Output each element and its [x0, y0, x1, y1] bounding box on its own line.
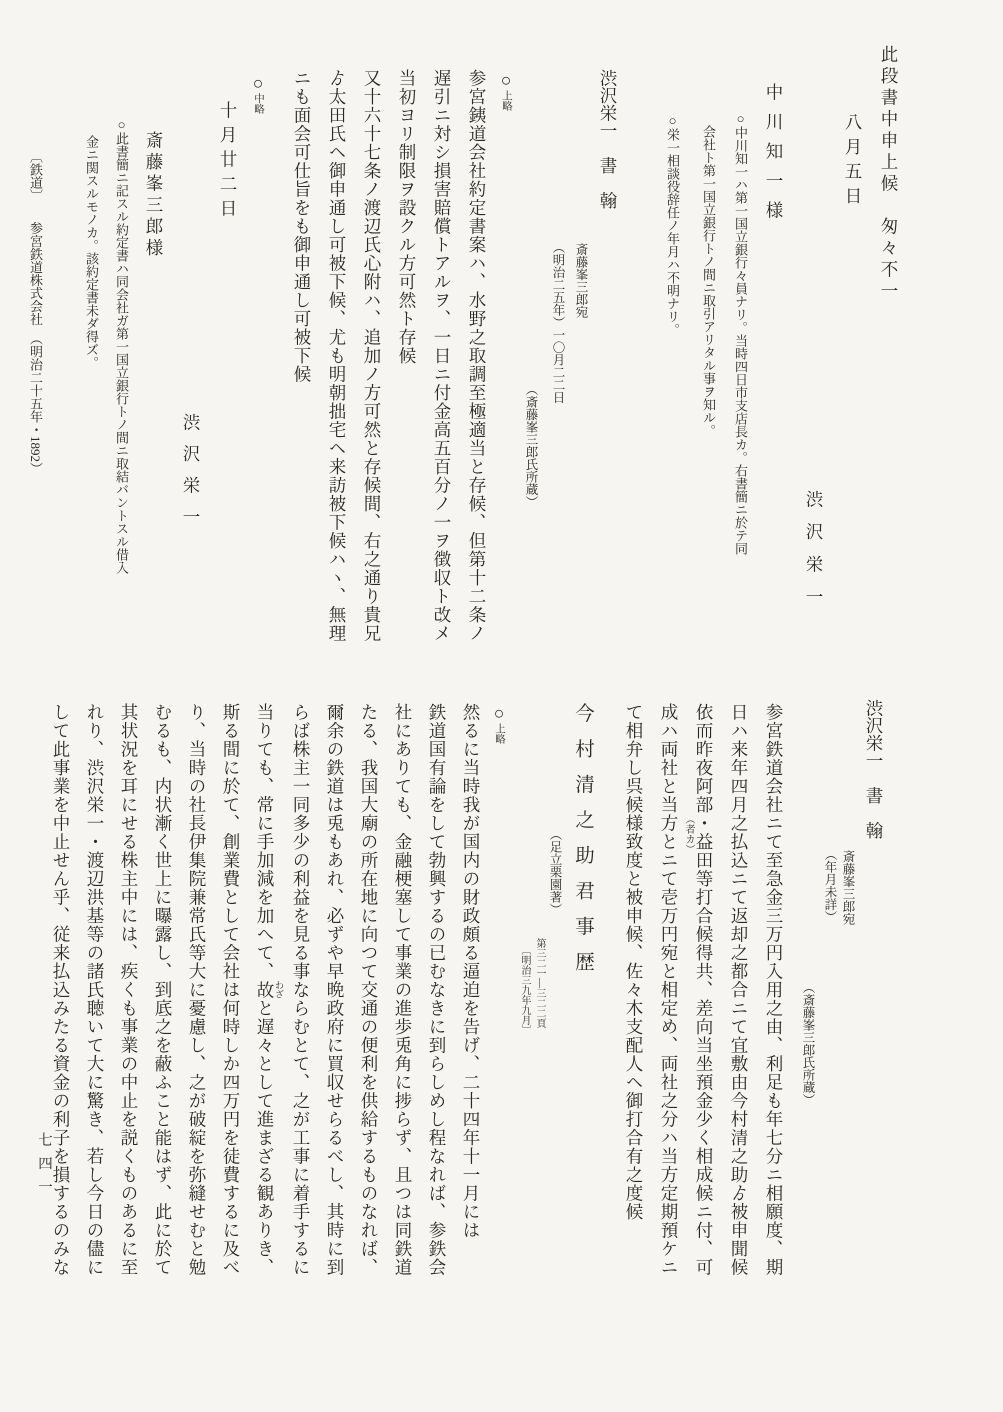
body-column: 当初ヨリ制限ヲ設クル方可然ト存候	[397, 69, 417, 365]
editorial-note: 会社ト第一国立銀行トノ間ニ取引アリタル事ヲ知ル。	[701, 125, 716, 437]
addressee-note: 斎藤峯三郎宛	[841, 850, 855, 925]
body-text: 依而昨夜阿部	[694, 703, 714, 814]
letter-title: 渋沢栄一 書 翰	[598, 69, 618, 209]
editorial-note: ○中川知一ハ第一国立銀行々員ナリ。当時四日市支店長カ。右書簡ニ於テ同	[733, 111, 748, 555]
editorial-note: ○栄一相談役辞任ノ年月ハ不明ナリ。	[665, 113, 680, 336]
letter-date-line: 十月廿二日	[218, 101, 238, 224]
addressee-line: 斎藤峯三郎様	[144, 131, 164, 260]
body-text: と遅々として進まざる観ありき、	[255, 999, 275, 1277]
omitted-above-marker	[488, 703, 510, 1355]
marker-label: 上略	[501, 90, 512, 111]
body-column: して此事業を中止せん乎、従来払込みたる資金の利子を損するのみな	[51, 703, 71, 1277]
provenance-note: （斎藤峯三郎氏所蔵）	[524, 383, 538, 508]
body-column: 斯る間に於て、創業費として会社は何時しか四万円を徒費するに及べ	[221, 703, 241, 1277]
editorial-note: ○此書簡ニ記スル約定書ハ同会社ガ第一国立銀行トノ間ニ取結バントスル借入	[114, 117, 129, 574]
lower-text-block	[44, 695, 891, 1355]
body-column: 鉄道国有論をして勃興するの已むなきに到らしめし程なれば、参鉄会	[427, 703, 447, 1277]
marker-circle: ○	[489, 703, 509, 723]
addressee-note: 斎藤峯三郎宛	[574, 243, 588, 318]
letter-title: 渋沢栄一 書 翰	[864, 699, 884, 839]
body-column: 成ハ両社と当方とニて壱万円宛と相定め、両社之分ハ当方定期預ケニ	[659, 703, 679, 1277]
author-note: （足立栗園著）	[548, 828, 562, 916]
body-text: ・益田等打合候得共、差向当坐預金少く相成候ニ付、可	[694, 814, 714, 1277]
provenance-note: （斎藤峯三郎氏所蔵）	[801, 981, 815, 1106]
date-note: （年月未詳）	[823, 848, 837, 923]
body-column: 社にありても、金融梗塞して事業の進歩兎角に捗らず、且つは同鉄道	[393, 703, 413, 1277]
body-column	[683, 703, 721, 1355]
signature: 渋沢栄一	[804, 490, 824, 620]
body-column: 遅引ニ対シ損害賠償トアルヲ、一日ニ付金高五百分ノ一ヲ徴収ト改メ	[432, 69, 452, 643]
pages-note: 第三二一―三二二頁	[534, 938, 545, 1028]
date-note: （明治二五年）一〇月二二日	[551, 241, 565, 404]
excerpt-title: 今村清之助君事歴	[572, 703, 593, 987]
body-column: 参宮銕道会社約定書案ハ、水野之取調至極適当と存候、但第十二条ノ	[467, 69, 487, 643]
body-column: 爾余の鉄道は兎もあれ、必ずや早晩政府に買収せらるべし、其時に到	[325, 703, 345, 1277]
base-kanji: 故	[255, 980, 275, 999]
interlinear-note: （者カ）	[683, 814, 694, 854]
marker-circle: ○	[248, 73, 268, 93]
furigana: わざ	[274, 980, 284, 999]
body-column: ニも面会可仕旨をも御申通し可被下候	[292, 69, 312, 384]
body-column: て相弁し呉候様致度と被申候、佐々木支配人ヘ御打合有之度候	[624, 703, 644, 1221]
letter-closing-line: 此段書中申上候 匆々不一	[879, 45, 899, 303]
body-column: 又十六十七条ノ渡辺氏心附ハ、追加ノ方可然と存候間、右之通り貴兄	[362, 69, 382, 643]
body-column: ゟ太田氏ヘ御申通し可被下候、尤も明朝拙宅ヘ来訪被下候ハヽ、無理	[327, 69, 347, 643]
marker-circle: ○	[496, 70, 516, 90]
omitted-above-marker	[494, 70, 518, 690]
body-column: り、当時の社長伊集院兼常氏等大に憂慮し、之が破綻を弥縫せむと勉	[187, 703, 207, 1277]
letter-date-line: 八月五日	[843, 113, 863, 211]
source-line: 〔鉄道〕 参宮鉄道株式会社 （明治二十五年・1892）	[28, 150, 43, 475]
body-column: 参宮鉄道会社ニて至急金三万円入用之由、利足も年七分ニ相願度、期	[764, 703, 784, 1277]
upper-text-block	[20, 45, 906, 690]
omitted-middle-marker	[246, 73, 270, 690]
body-column: たる、我国大廟の所在地に向つて交通の便利を供給するものなれば、	[359, 703, 379, 1277]
body-column	[248, 703, 284, 1355]
marker-label: 上略	[494, 723, 505, 744]
body-column: れり、渋沢栄一・渡辺洪基等の諸氏聴いて大に驚き、若し今日の儘に	[85, 703, 105, 1277]
editorial-note: 金ニ関スルモノカ。該約定書未ダ得ズ。	[84, 135, 99, 369]
body-column: 然るに当時我が国内の財政頗る逼迫を告げ、二十四年十一月には	[461, 703, 481, 1240]
date-note: 〔明治三九年九月〕	[519, 945, 530, 1035]
body-column: らば株主一同多少の利益を見る事ならむとて、之が工事に着手するに	[291, 703, 311, 1277]
page-number: 七四一	[36, 1132, 52, 1203]
body-column: 日ハ来年四月之払込ニて返却之都合ニて宜敷由今村清之助ゟ被申聞候	[729, 703, 749, 1277]
signature: 渋沢栄一	[181, 413, 201, 539]
body-text: 当りても、常に手加減を加へて、	[255, 703, 275, 981]
marker-label: 中略	[253, 93, 264, 114]
kanji-with-furigana	[255, 980, 284, 1000]
body-column: 其状況を耳にせる株主中には、疾くも事業の中止を説くものあるに至	[119, 703, 139, 1277]
body-column: むるも、内状漸く世上に曝露し、到底之を蔽ふこと能はず、此に於て	[153, 703, 173, 1277]
addressee-line: 中川知一様	[764, 83, 784, 231]
